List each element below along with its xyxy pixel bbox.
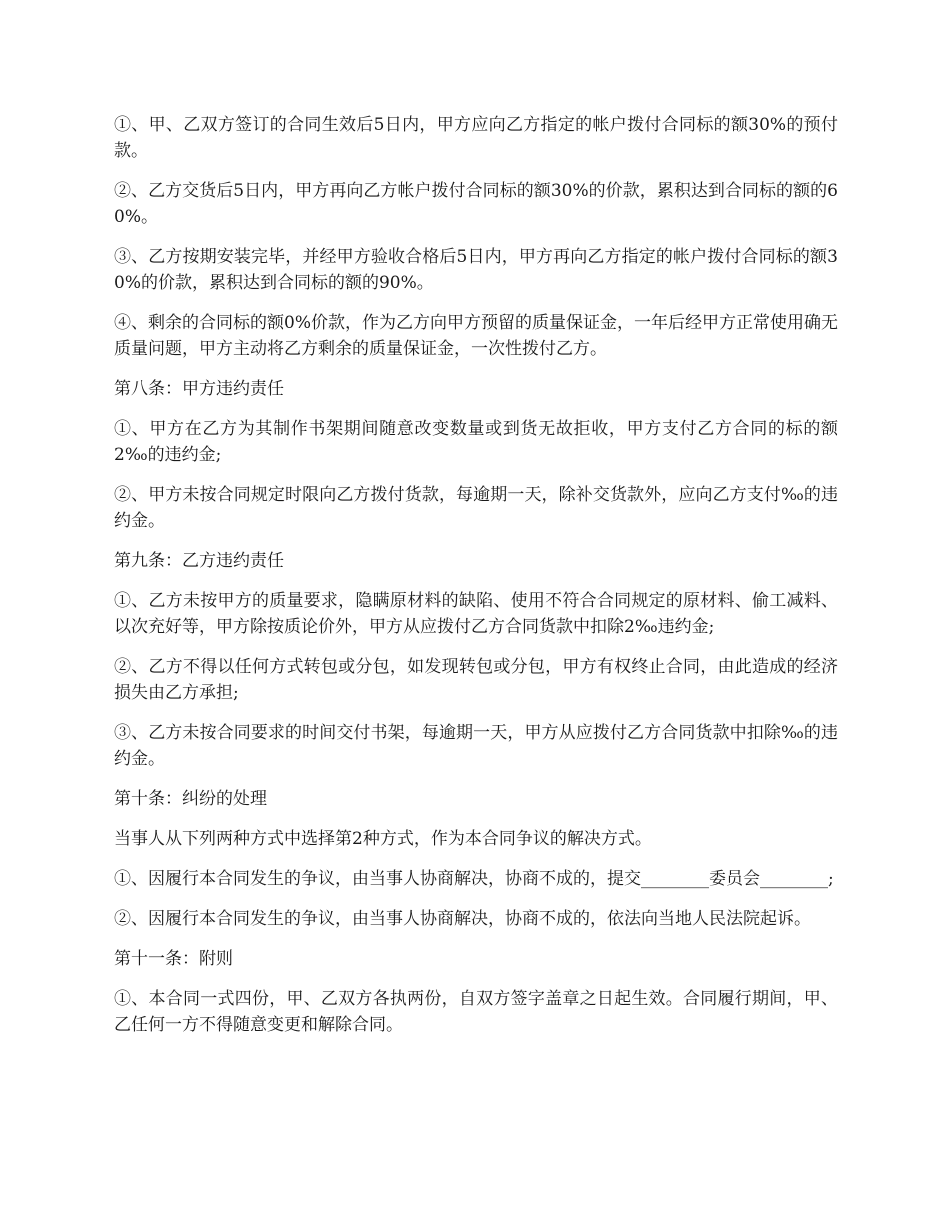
document-body: [114, 112, 838, 1052]
article-9-clause-2: ②、乙方不得以任何方式转包或分包，如发现转包或分包，甲方有权终止合同，由此造成的经济损失由乙方承担;: [114, 657, 838, 703]
article-8-heading: 第八条：甲方违约责任: [114, 379, 284, 399]
article-9-heading: 第九条：乙方违约责任: [114, 551, 284, 571]
article-8-clause-1: ①、甲方在乙方为其制作书架期间随意改变数量或到货无故拒收，甲方支付乙方合同的标的额2‰的违约金;: [114, 419, 838, 465]
article-11-heading: 第十一条：附则: [114, 949, 233, 969]
article-10-clause-2: ②、因履行本合同发生的争议，由当事人协商解决，协商不成的，依法向当地人民法院起诉。: [114, 909, 811, 929]
article-10-clause-1: ①、因履行本合同发生的争议，由当事人协商解决，协商不成的，提交________委员会________;: [114, 869, 834, 889]
payment-clause-3: ③、乙方按期安装完毕，并经甲方验收合格后5日内，甲方再向乙方指定的帐户拨付合同标的额30%的价款，累积达到合同标的额的90%。: [114, 247, 838, 293]
article-10-heading: 第十条：纠纷的处理: [114, 789, 267, 809]
article-10-intro: 当事人从下列两种方式中选择第2种方式，作为本合同争议的解决方式。: [114, 829, 652, 849]
payment-clause-2: ②、乙方交货后5日内，甲方再向乙方帐户拨付合同标的额30%的价款，累积达到合同标的额的60%。: [114, 181, 838, 227]
article-8-clause-2: ②、甲方未按合同规定时限向乙方拨付货款，每逾期一天，除补交货款外，应向乙方支付‰的违约金。: [114, 485, 838, 531]
payment-clause-1: ①、甲、乙双方签订的合同生效后5日内，甲方应向乙方指定的帐户拨付合同标的额30%的预付款。: [114, 115, 838, 161]
article-9-clause-1: ①、乙方未按甲方的质量要求，隐瞒原材料的缺陷、使用不符合合同规定的原材料、偷工减料、以次充好等，甲方除按质论价外，甲方从应拨付乙方合同货款中扣除2‰违约金;: [114, 591, 838, 637]
article-9-clause-3: ③、乙方未按合同要求的时间交付书架，每逾期一天，甲方从应拨付乙方合同货款中扣除‰的违约金。: [114, 723, 838, 769]
payment-clause-4: ④、剩余的合同标的额0%价款，作为乙方向甲方预留的质量保证金，一年后经甲方正常使用确无质量问题，甲方主动将乙方剩余的质量保证金，一次性拨付乙方。: [114, 313, 838, 359]
article-11-clause-1: ①、本合同一式四份，甲、乙双方各执两份，自双方签字盖章之日起生效。合同履行期间，甲、乙任何一方不得随意变更和解除合同。: [114, 989, 838, 1035]
